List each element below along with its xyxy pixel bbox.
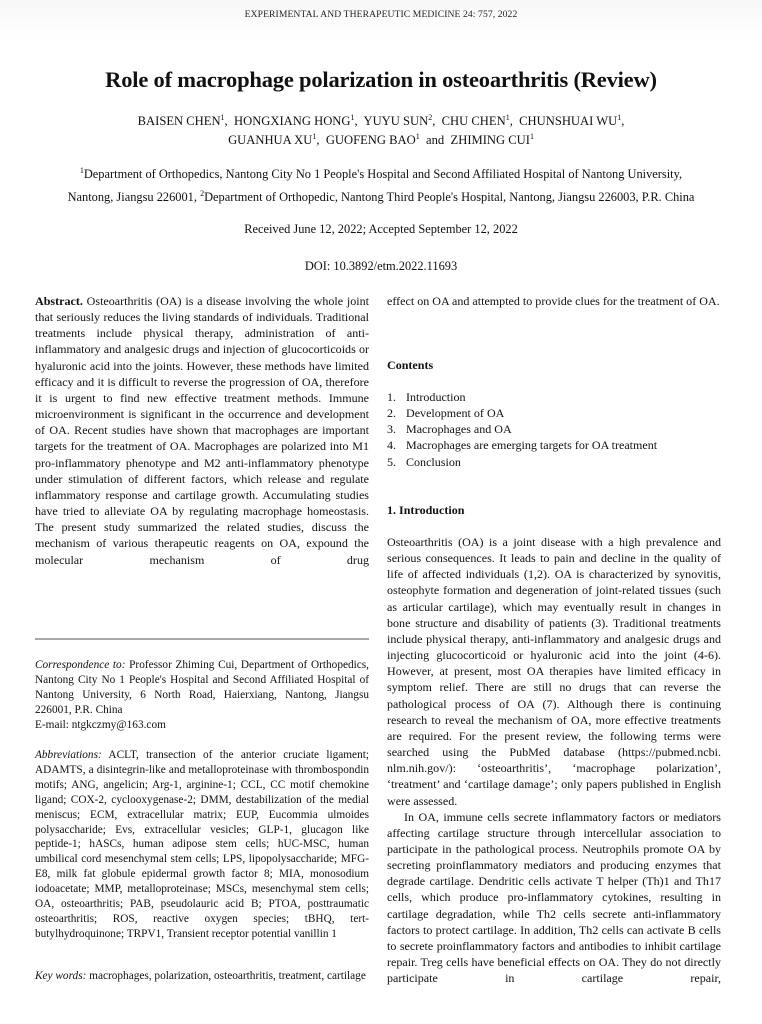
abstract-continuation-text: effect on OA and attempted to provide clues for the treatment of OA. xyxy=(387,294,720,308)
author: ZHIMING CUI xyxy=(450,132,530,147)
footnote-divider xyxy=(35,638,369,640)
keywords xyxy=(35,969,369,984)
affiliations xyxy=(0,163,762,208)
affiliation-mark: 1 xyxy=(79,166,84,175)
correspondence-email[interactable]: E-mail: ntgkczmy@163.com xyxy=(35,718,166,731)
affiliation-mark: 1 xyxy=(350,113,355,122)
abbreviations-label: Abbreviations: xyxy=(35,749,102,761)
running-head: EXPERIMENTAL AND THERAPEUTIC MEDICINE 24: 757, 2022 xyxy=(244,9,518,20)
abbreviations-text: ACLT, transection of the anterior cruciate ligament; ADAMTS, a disintegrin-like and metalloproteinase with thrombospondin motifs; ANG, angelicin; Arg-1, arginine-1; CCL, CC motif chemokine ligand; COX-2, cyclooxygenase-2; DMM, destabilization of the medial meniscus; ECM, extracellular matrix; EUP, Eucommia ulmoides polysaccharide; Evs, extracellular vesicles; GLP-1, glucagon like peptide-1; hASCs, human adipose stem cells; hUC-MSC, human umbilical cord mesenchymal stem cells; LPS, lipopolysaccharide; MFG-E8, milk fat globule epidermal growth factor 8; MIA, monosodium iodoacetate; MMP, metalloproteinase; MSCs, mesenchymal stem cells; OA, osteoarthritis; PAB, pseudolauric acid B; PTOA, posttraumatic osteoarthritis; ROS, reactive oxygen species; tBHQ, tert-butylhydroquinone; TRPV1, Transient receptor potential vanillin 1 xyxy=(35,749,369,940)
author: GUOFENG BAO xyxy=(325,132,416,147)
affiliation-mark: 1 xyxy=(505,113,510,122)
toc-label: Macrophages are emerging targets for OA treatment xyxy=(406,438,658,453)
affiliation-mark: 2 xyxy=(428,113,433,122)
abstract-text: Osteoarthritis (OA) is a disease involving the whole joint that seriously reduces the living standards of individuals. Traditional treatments include physical therapy, administration of anti-inflammatory and analgesic drugs and injection of glucocorticoids or hyaluronic acid into the joints. However, these methods have limited efficacy and it is difficult to reverse the progression of OA, therefore it is urgent to find new effective treatment methods. Immune microenvironment is significant in the occurrence and development of OA. Recent studies have shown that macrophages are important targets for the treatment of OA. Macrophages are polarized into M1 pro-inflammatory phenotype and M2 anti-inflammatory phenotype under stimulation of different factors, which release and regulate inflammatory response and cartilage growth. Accumulating studies have tried to alleviate OA by regulating macrophage homeostasis. The present study summarized the related studies, discuss the mechanism of various therapeutic reagents on OA, expound the molecular mechanism of drug xyxy=(35,294,369,567)
author: YUYU SUN xyxy=(363,114,429,128)
toc-item[interactable] xyxy=(387,389,721,405)
affiliation-mark: 1 xyxy=(415,131,420,141)
toc-number: 4. xyxy=(387,438,397,453)
paragraph: Osteoarthritis (OA) is a joint disease with a high prevalence and serious consequences. It leads to pain and decline in the quality of life of affected individuals (1,2). OA is characterized by synovitis, osteophyte formation and degeneration of joint-related tissues (such as articular cartilage), which may eventually result in changes in bone structure and disability of patients (3). Traditional treatments include physical therapy, anti-inflammatory and analgesic drugs and injecting glucocorticoid or hyaluronic acid into the joint (4-6). However, at present, most OA therapies have limited efficacy in symptom relief. There are still no drugs that can reverse the pathological process of OA (7). Although there is continuing research to reveal the mechanism of OA, more effective treatments are required. For the present review, the following terms were searched using the PubMed database (https://pubmed.ncbi.​nlm.nih.gov/): ‘osteoarthritis’, ‘macrophage polarization’, ‘treatment’ and ‘cartilage damage’; only papers published in English were assessed. xyxy=(387,535,721,808)
affiliation-mark: 1 xyxy=(529,131,534,141)
introduction-body xyxy=(387,534,721,986)
author-list xyxy=(0,112,762,149)
affiliation-mark: 1 xyxy=(220,113,225,122)
abstract-continuation xyxy=(387,293,721,309)
abbreviations xyxy=(35,748,369,942)
author-line-1: BAISEN CHEN$^1$, HONGXIANG HONG$^1$, YUYU SUN$^2$, CHU CHEN$^1$, CHUNSHUAI $WU^1$, xyxy=(137,113,625,128)
toc-label: Conclusion xyxy=(406,454,461,469)
abstract xyxy=(35,293,369,568)
affiliation-text: Department of Orthopedics, Nantong City No 1 People's Hospital and Second Affiliated Hospital of Nantong University, xyxy=(83,167,683,181)
keywords-text: macrophages, polarization, osteoarthritis, treatment, cartilage xyxy=(86,970,366,982)
author: HONGXIANG HONG xyxy=(234,114,351,128)
received-accepted-dates: Received June 12, 2022; Accepted September 12, 2022 xyxy=(244,222,518,236)
affiliation-text: Department of Orthopedic, Nantong Third People's Hospital, Nantong, Jiangsu 226003, P.R. China xyxy=(204,189,695,204)
toc-number: 2. xyxy=(387,406,397,421)
section-heading-introduction: 1. Introduction xyxy=(387,503,465,517)
toc-number: 5. xyxy=(387,454,397,469)
toc-item[interactable] xyxy=(387,405,721,421)
toc-label: Introduction xyxy=(406,390,466,404)
author-conjunction: and xyxy=(426,132,445,147)
affiliation-mark: 1 xyxy=(312,131,317,141)
doi[interactable]: DOI: 10.3892/etm.2022.11693 xyxy=(304,259,458,273)
table-of-contents xyxy=(387,389,721,470)
toc-number: 3. xyxy=(387,422,397,437)
keywords-label: Key words: xyxy=(35,970,87,982)
toc-label: Macrophages and OA xyxy=(406,422,512,437)
affiliation-mark: 2 xyxy=(200,188,205,198)
correspondence-text: Professor Zhiming Cui, Department of Orthopedics, Nantong City No 1 People's Hospital and Second Affiliated Hospital of Nantong University, 6 North Road, Haierxiang, Nantong, Jiangsu 226001, P.R. China xyxy=(35,659,370,716)
affiliation-text: Nantong, Jiangsu 226001, xyxy=(67,189,201,204)
toc-number: 1. xyxy=(387,390,397,404)
toc-item[interactable] xyxy=(387,421,721,437)
contents-heading: Contents xyxy=(387,358,434,372)
author-line-2: GUANHUA $XU^1$, GUOFENG BAO$^1$ and ZHIMING CUI$^1$ xyxy=(228,131,534,147)
author: CHUNSHUAI WU xyxy=(519,114,618,128)
toc-label: Development of OA xyxy=(406,406,505,421)
affiliation-line-1 xyxy=(0,163,762,186)
paragraph: In OA, immune cells secrete inflammatory factors or mediators affecting cartilage structure through intercellular association to participate in the pathological process. Neutrophils promote OA by secreting proinflammatory mediators and producing enzymes that degrade cartilage. Dendritic cells activate T helper (Th)1 and Th17 cells, which produce pro-inflammatory cytokines, resulting in cartilage degradation, while Th2 cells secrete anti-inflammatory factors to protect cartilage. In addition, Th2 cells can activate B cells to secrete proinflammatory factors and antibodies to inhibit cartilage repair. Treg cells have beneficial effects on OA. They do not directly participate in cartilage repair, xyxy=(387,809,721,986)
toc-item[interactable] xyxy=(387,437,721,453)
abstract-label: Abstract. xyxy=(35,294,83,308)
affiliation-line-2 xyxy=(0,186,762,209)
article-title: Role of macrophage polarization in osteoarthritis (Review) xyxy=(105,67,657,92)
toc-item[interactable] xyxy=(387,454,721,470)
author: CHU CHEN xyxy=(441,114,506,128)
author: BAISEN CHEN xyxy=(137,114,221,128)
affiliation-mark: 1 xyxy=(617,113,622,122)
author: GUANHUA XU xyxy=(228,132,313,147)
correspondence-label: Correspondence to: xyxy=(35,659,126,671)
correspondence xyxy=(35,658,369,733)
